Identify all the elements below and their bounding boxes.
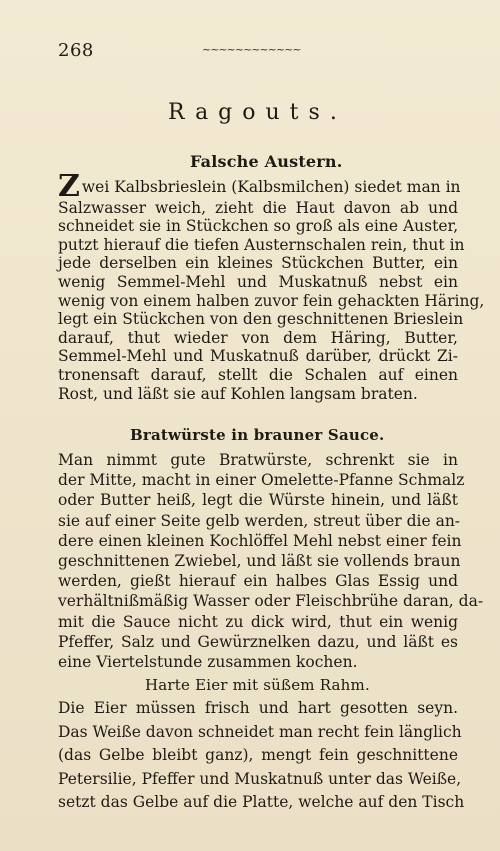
header-ornament: ~~~~~~~~~~~~: [202, 43, 301, 56]
section-heading-harte-eier: Harte Eier mit süßem Rahm.: [145, 676, 370, 694]
text-line: wenig Semmel-Mehl und Muskatnuß nebst ein: [58, 273, 458, 291]
section-heading-bratwuerste: Bratwürste in brauner Sauce.: [130, 426, 385, 444]
page-number: 268: [58, 40, 94, 61]
text-line: Das Weiße davon schneidet man recht fein länglich: [58, 722, 462, 741]
drop-cap: Z: [58, 169, 80, 204]
text-line: eine Viertelstunde zusammen kochen.: [58, 653, 358, 671]
text-line: (das Gelbe bleibt ganz), mengt fein geschnittene: [58, 746, 458, 764]
text-line: legt ein Stückchen von den geschnittenen Brieslein: [58, 310, 464, 329]
text-line: dere einen kleinen Kochlöffel Mehl nebst einer fein: [58, 531, 462, 550]
text-line: mit die Sauce nicht zu dick wird, thut ein wenig: [58, 612, 458, 631]
text-line: der Mitte, macht in einer Omelette-Pfanne Schmalz: [58, 471, 465, 490]
text-line: Rost, und läßt sie auf Kohlen langsam braten.: [58, 384, 418, 403]
text-line: putzt hierauf die tiefen Austernschalen rein, thut in: [58, 235, 465, 254]
text-line: darauf, thut wieder von dem Häring, Butter,: [58, 328, 458, 347]
text-line: setzt das Gelbe auf die Platte, welche auf den Tisch: [58, 793, 465, 811]
text-line: Semmel-Mehl und Muskatnuß darüber, drückt Zi-: [58, 347, 458, 366]
page-title: Ragouts.: [168, 100, 347, 125]
text-line: tronensaft darauf, stellt die Schalen auf einen: [58, 366, 458, 384]
text-line: sie auf einer Seite gelb werden, streut über die an-: [58, 511, 461, 530]
text-line: Die Eier müssen frisch und hart gesotten seyn.: [58, 699, 458, 717]
text-line: wenig von einem halben zuvor fein gehackten Häring,: [58, 291, 485, 310]
text-line: schneidet sie in Stückchen so groß als eine Auster,: [58, 217, 459, 236]
text-line: oder Butter heiß, legt die Würste hinein, und läßt: [58, 491, 458, 510]
text-line: jede derselben ein kleines Stückchen Butter, ein: [58, 254, 458, 273]
text-line: Petersilie, Pfeffer und Muskatnuß unter das Weiße,: [58, 769, 462, 788]
text-line: werden, gießt hierauf ein halbes Glas Essig und: [58, 572, 458, 591]
text-line: verhältnißmäßig Wasser oder Fleischbrühe daran, da-: [58, 592, 484, 611]
text-line: Zwei Kalbsbrieslein (Kalbsmilchen) siedet man in: [58, 169, 461, 204]
section-heading-falsche-austern: Falsche Austern.: [190, 152, 343, 171]
text-line: Man nimmt gute Bratwürste, schrenkt sie in: [58, 451, 458, 469]
text-line: Salzwasser weich, zieht die Haut davon ab und: [58, 198, 458, 217]
text-line: geschnittenen Zwiebel, und läßt sie vollends braun: [58, 552, 461, 570]
text-line: Pfeffer, Salz und Gewürznelken dazu, und läßt es: [58, 632, 458, 651]
